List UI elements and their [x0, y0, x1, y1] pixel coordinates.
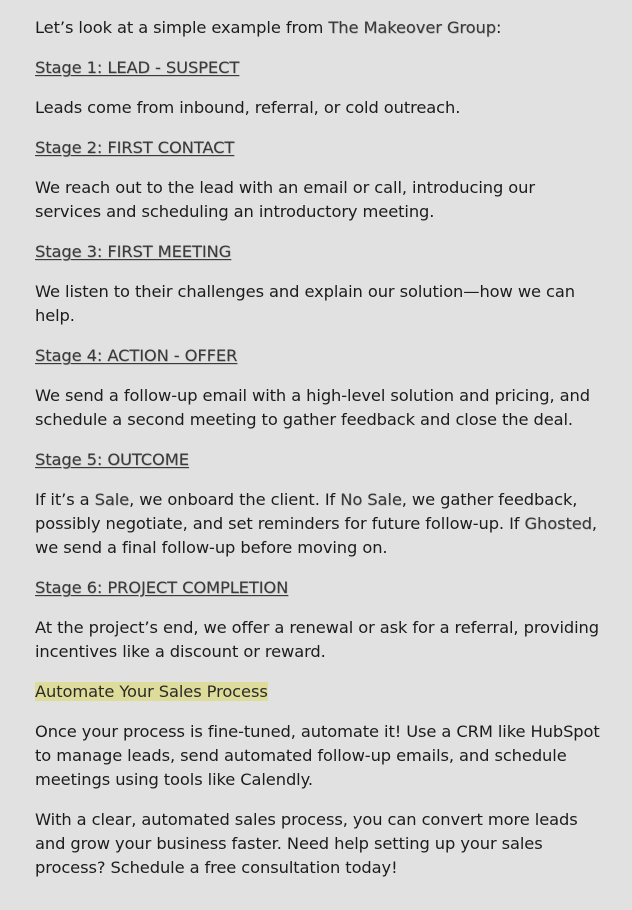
outcome-ghosted: Ghosted: [524, 514, 592, 533]
outcome-sale: Sale: [94, 490, 130, 509]
stage-3-heading: Stage 3: FIRST MEETING: [35, 242, 232, 261]
stage-5-text-4: , we send a final follow-up before moving on.: [35, 514, 597, 557]
stage-4-heading: Stage 4: ACTION - OFFER: [35, 346, 238, 365]
intro-paragraph: [35, 16, 604, 40]
stage-6-heading: Stage 6: PROJECT COMPLETION: [35, 578, 289, 597]
stage-3-body: We listen to their challenges and explain our solution—how we can help.: [35, 282, 575, 325]
stage-1-body: Leads come from inbound, referral, or cold outreach.: [35, 98, 461, 117]
stage-2-body: We reach out to the lead with an email or call, introducing our services and scheduling an introductory meeting.: [35, 178, 535, 221]
automate-heading-line: [35, 680, 604, 704]
closing-paragraph: With a clear, automated sales process, you can convert more leads and grow your business faster. Need help setting up your sales process? Schedule a free consultation today!: [35, 810, 578, 877]
stage-5-text-1: If it’s a: [35, 490, 95, 509]
stage-1-heading: Stage 1: LEAD - SUSPECT: [35, 58, 240, 77]
outcome-no-sale: No Sale: [340, 490, 402, 509]
automate-heading: Automate Your Sales Process: [35, 682, 268, 701]
intro-text: Let’s look at a simple example from: [35, 18, 329, 37]
stage-2-heading: Stage 2: FIRST CONTACT: [35, 138, 235, 157]
company-name: The Makeover Group: [328, 18, 496, 37]
stage-5-heading: Stage 5: OUTCOME: [35, 450, 189, 469]
stage-6-body: At the project’s end, we offer a renewal or ask for a referral, providing incentives like a discount or reward.: [35, 618, 599, 661]
stage-5-text-2: , we onboard the client. If: [129, 490, 341, 509]
stage-5-body: [35, 488, 604, 560]
stage-4-body: We send a follow-up email with a high-level solution and pricing, and schedule a second meeting to gather feedback and close the deal.: [35, 386, 590, 429]
stage-5-text-3: , we gather feedback, possibly negotiate, and set reminders for future follow-up. If: [35, 490, 578, 533]
automate-body: Once your process is fine-tuned, automate it! Use a CRM like HubSpot to manage leads, send automated follow-up emails, and schedule meetings using tools like Calendly.: [35, 722, 600, 789]
intro-colon: :: [496, 18, 502, 37]
